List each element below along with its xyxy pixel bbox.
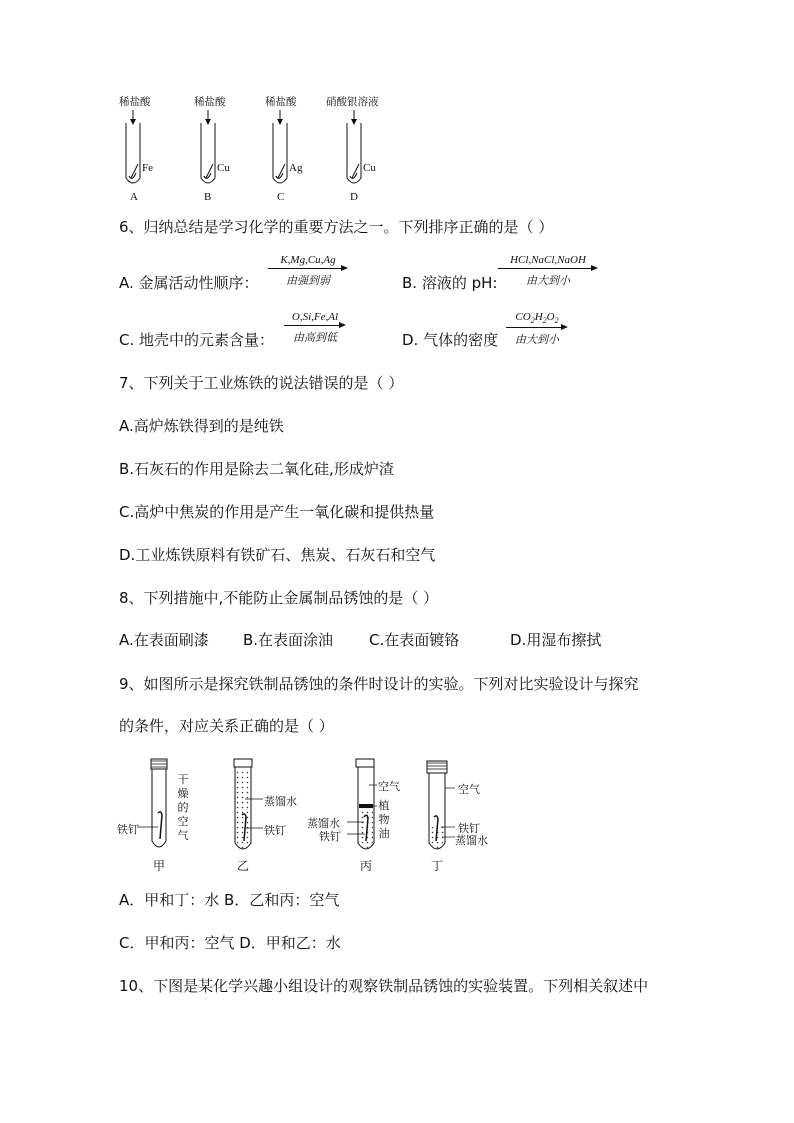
q6-b-bottom: 由大到小 [526, 274, 570, 287]
figure-metal-reactions [110, 90, 410, 210]
tube2-nail: 铁钉 [264, 824, 286, 837]
q9-stem-line2: 的条件，对应关系正确的是（ ） [119, 717, 334, 735]
q8-option-c[interactable]: C.在表面镀铬 [369, 631, 460, 649]
q6-a-top: K,Mg,Cu,Ag [280, 254, 336, 266]
tube-c-reagent: 稀盐酸 [265, 96, 297, 108]
tube-a-metal: Fe [142, 162, 153, 174]
q7-option-d[interactable]: D.工业炼铁原料有铁矿石、焦炭、石灰石和空气 [119, 546, 436, 564]
q6-option-b[interactable]: B. 溶液的 pH: [402, 274, 498, 292]
q6-d-arrow [506, 311, 568, 347]
tube1-label: 干 燥 的 空 气 [177, 773, 189, 842]
tube3-water: 蒸馏水 [307, 817, 340, 830]
tube3-nail: 铁钉 [319, 830, 341, 843]
q6-d-top: $CO_2H_2O_2$ [515, 311, 559, 326]
q8-option-b[interactable]: B.在表面涂油 [243, 631, 334, 649]
q6-option-d[interactable]: D. 气体的密度 [402, 331, 499, 349]
tube-c-letter: C [277, 191, 285, 203]
q7-option-b[interactable]: B.石灰石的作用是除去二氧化硅,形成炉渣 [119, 460, 394, 478]
q6-d-bottom: 由大到小 [515, 333, 559, 347]
tubes-drawing [110, 90, 410, 210]
q7-stem: 7、下列关于工业炼铁的说法错误的是（ ） [119, 374, 404, 392]
q8-stem: 8、下列措施中,不能防止金属制品锈蚀的是（ ） [119, 589, 439, 607]
q7-option-a[interactable]: A.高炉炼铁得到的是纯铁 [119, 417, 284, 435]
tube1-caption: 甲 [152, 859, 165, 873]
q10-stem: 10、下图是某化学兴趣小组设计的观察铁制品锈蚀的实验装置。下列相关叙述中 [119, 977, 649, 995]
arrow-icon [284, 323, 346, 329]
q8-option-d[interactable]: D.用湿布擦拭 [510, 631, 602, 649]
tube-b-reagent: 稀盐酸 [194, 96, 226, 108]
tube-a-letter: A [130, 191, 138, 203]
tube-b-letter: B [204, 191, 212, 203]
tube3-air: 空气 [378, 780, 400, 793]
tube2-caption: 乙 [236, 859, 249, 873]
q6-b-top: HCl,NaCl,NaOH [510, 254, 586, 266]
q8-option-a[interactable]: A.在表面刷漆 [119, 631, 209, 649]
tube-b-metal: Cu [217, 162, 230, 174]
tube-a-reagent: 稀盐酸 [119, 96, 151, 108]
q9-options-line2[interactable]: C．甲和丙：空气 D．甲和乙：水 [119, 934, 341, 952]
q6-c-bottom: 由高到低 [293, 331, 337, 344]
tube4-air: 空气 [458, 783, 480, 796]
q6-b-arrow [498, 254, 598, 288]
tube-d-metal: Cu [363, 162, 376, 174]
q6-a-arrow [268, 254, 348, 288]
q9-options-line1[interactable]: A．甲和丁：水 B．乙和丙：空气 [119, 891, 340, 909]
tube3-oil: 植 物 油 [378, 799, 390, 840]
tube-d-reagent: 硝酸银溶液 [326, 96, 379, 108]
tube2-water: 蒸馏水 [264, 795, 297, 808]
figure-rust-experiment [115, 755, 515, 875]
q7-option-c[interactable]: C.高炉中焦炭的作用是产生一氧化碳和提供热量 [119, 503, 435, 521]
q6-c-arrow [284, 311, 346, 345]
tube-c-metal: Ag [289, 162, 303, 174]
tube3-caption: 丙 [359, 859, 372, 873]
tube1-nail: 铁钉 [117, 823, 139, 836]
q9-stem-line1: 9、如图所示是探究铁制品锈蚀的条件时设计的实验。下列对比实验设计与探究 [119, 675, 639, 693]
tube4-caption: 丁 [430, 859, 443, 873]
arrow-icon [506, 325, 568, 331]
q6-stem: 6、归纳总结是学习化学的重要方法之一。下列排序正确的是（ ） [119, 218, 554, 236]
tube4-water: 蒸馏水 [455, 834, 488, 847]
arrow-icon [498, 266, 598, 272]
q6-option-a[interactable]: A. 金属活动性顺序： [119, 274, 259, 292]
q6-a-bottom: 由强到弱 [286, 274, 330, 287]
q6-option-c[interactable]: C. 地壳中的元素含量： [119, 331, 275, 349]
tube-d-letter: D [350, 191, 358, 203]
tube4-nail: 铁钉 [458, 822, 480, 835]
arrow-icon [268, 266, 348, 272]
q6-c-top: O,Si,Fe,Al [291, 311, 339, 323]
